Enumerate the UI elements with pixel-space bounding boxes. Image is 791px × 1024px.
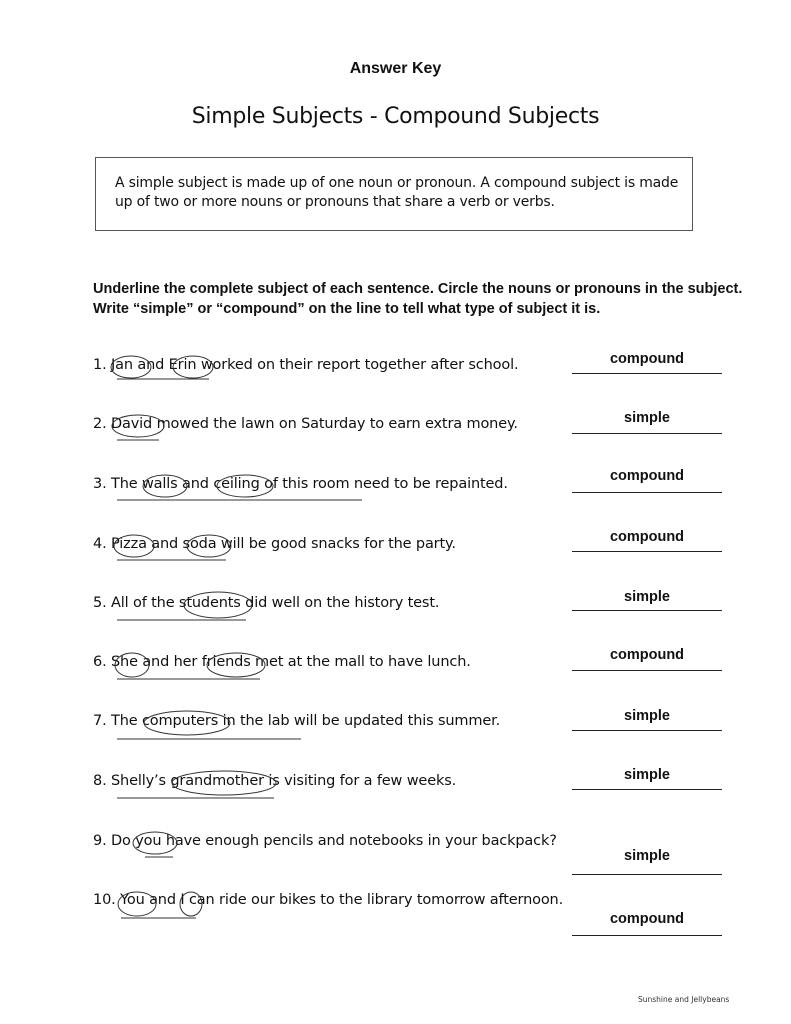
answer-6: compound [609,647,685,663]
answer-4: compound [609,529,685,545]
sentence-3: 3. The walls and ceiling of this room need to be repainted. [93,476,508,492]
circle-mark [180,892,202,916]
circle-mark [118,892,156,916]
sentence-1: 1. Jan and Erin worked on their report together after school. [93,357,519,373]
answer-10: compound [609,911,685,927]
circle-mark [114,535,154,557]
answer-1: compound [609,351,685,367]
sentence-6: 6. She and her friends met at the mall to have lunch. [93,654,471,670]
sentence-4: 4. Pizza and soda will be good snacks for the party. [93,536,456,552]
instructions: Underline the complete subject of each sentence. Circle the nouns or pronouns in the subject. Write “simple” or “compound” on the line to tell what type of subject it is. [93,281,743,317]
circle-mark [207,653,265,677]
sentence-10: 10. You and I can ride our bikes to the library tomorrow afternoon. [93,892,564,908]
answer-key-label: Answer Key [349,60,442,77]
circle-mark [111,356,151,378]
sentence-7: 7. The computers in the lab will be updated this summer. [93,713,501,729]
circle-mark [217,475,273,497]
answer-2: simple [624,410,670,426]
answer-7: simple [624,708,670,724]
footer-credit: Sunshine and Jellybeans [638,995,730,1004]
answer-9: simple [624,848,670,864]
circle-mark [187,535,231,557]
answer-3: compound [609,468,685,484]
sentence-5: 5. All of the students did well on the history test. [93,595,440,611]
answer-8: simple [624,767,670,783]
circle-mark [172,771,276,795]
sentence-2: 2. David mowed the lawn on Saturday to earn extra money. [93,416,518,432]
sentence-9: 9. Do you have enough pencils and notebooks in your backpack? [93,833,557,849]
circle-mark [115,653,149,677]
circle-mark [112,415,164,437]
circle-mark [173,356,213,378]
circle-mark [144,711,230,735]
circle-mark [184,592,252,618]
sentence-8: 8. Shelly’s grandmother is visiting for a few weeks. [93,773,457,789]
answer-5: simple [624,589,670,605]
circle-mark [133,832,177,854]
definition-text: A simple subject is made up of one noun or pronoun. A compound subject is made up of two or more nouns or pronouns that share a verb or verbs. [115,175,679,210]
circle-mark [143,475,187,497]
page-title: Simple Subjects - Compound Subjects [191,104,600,129]
